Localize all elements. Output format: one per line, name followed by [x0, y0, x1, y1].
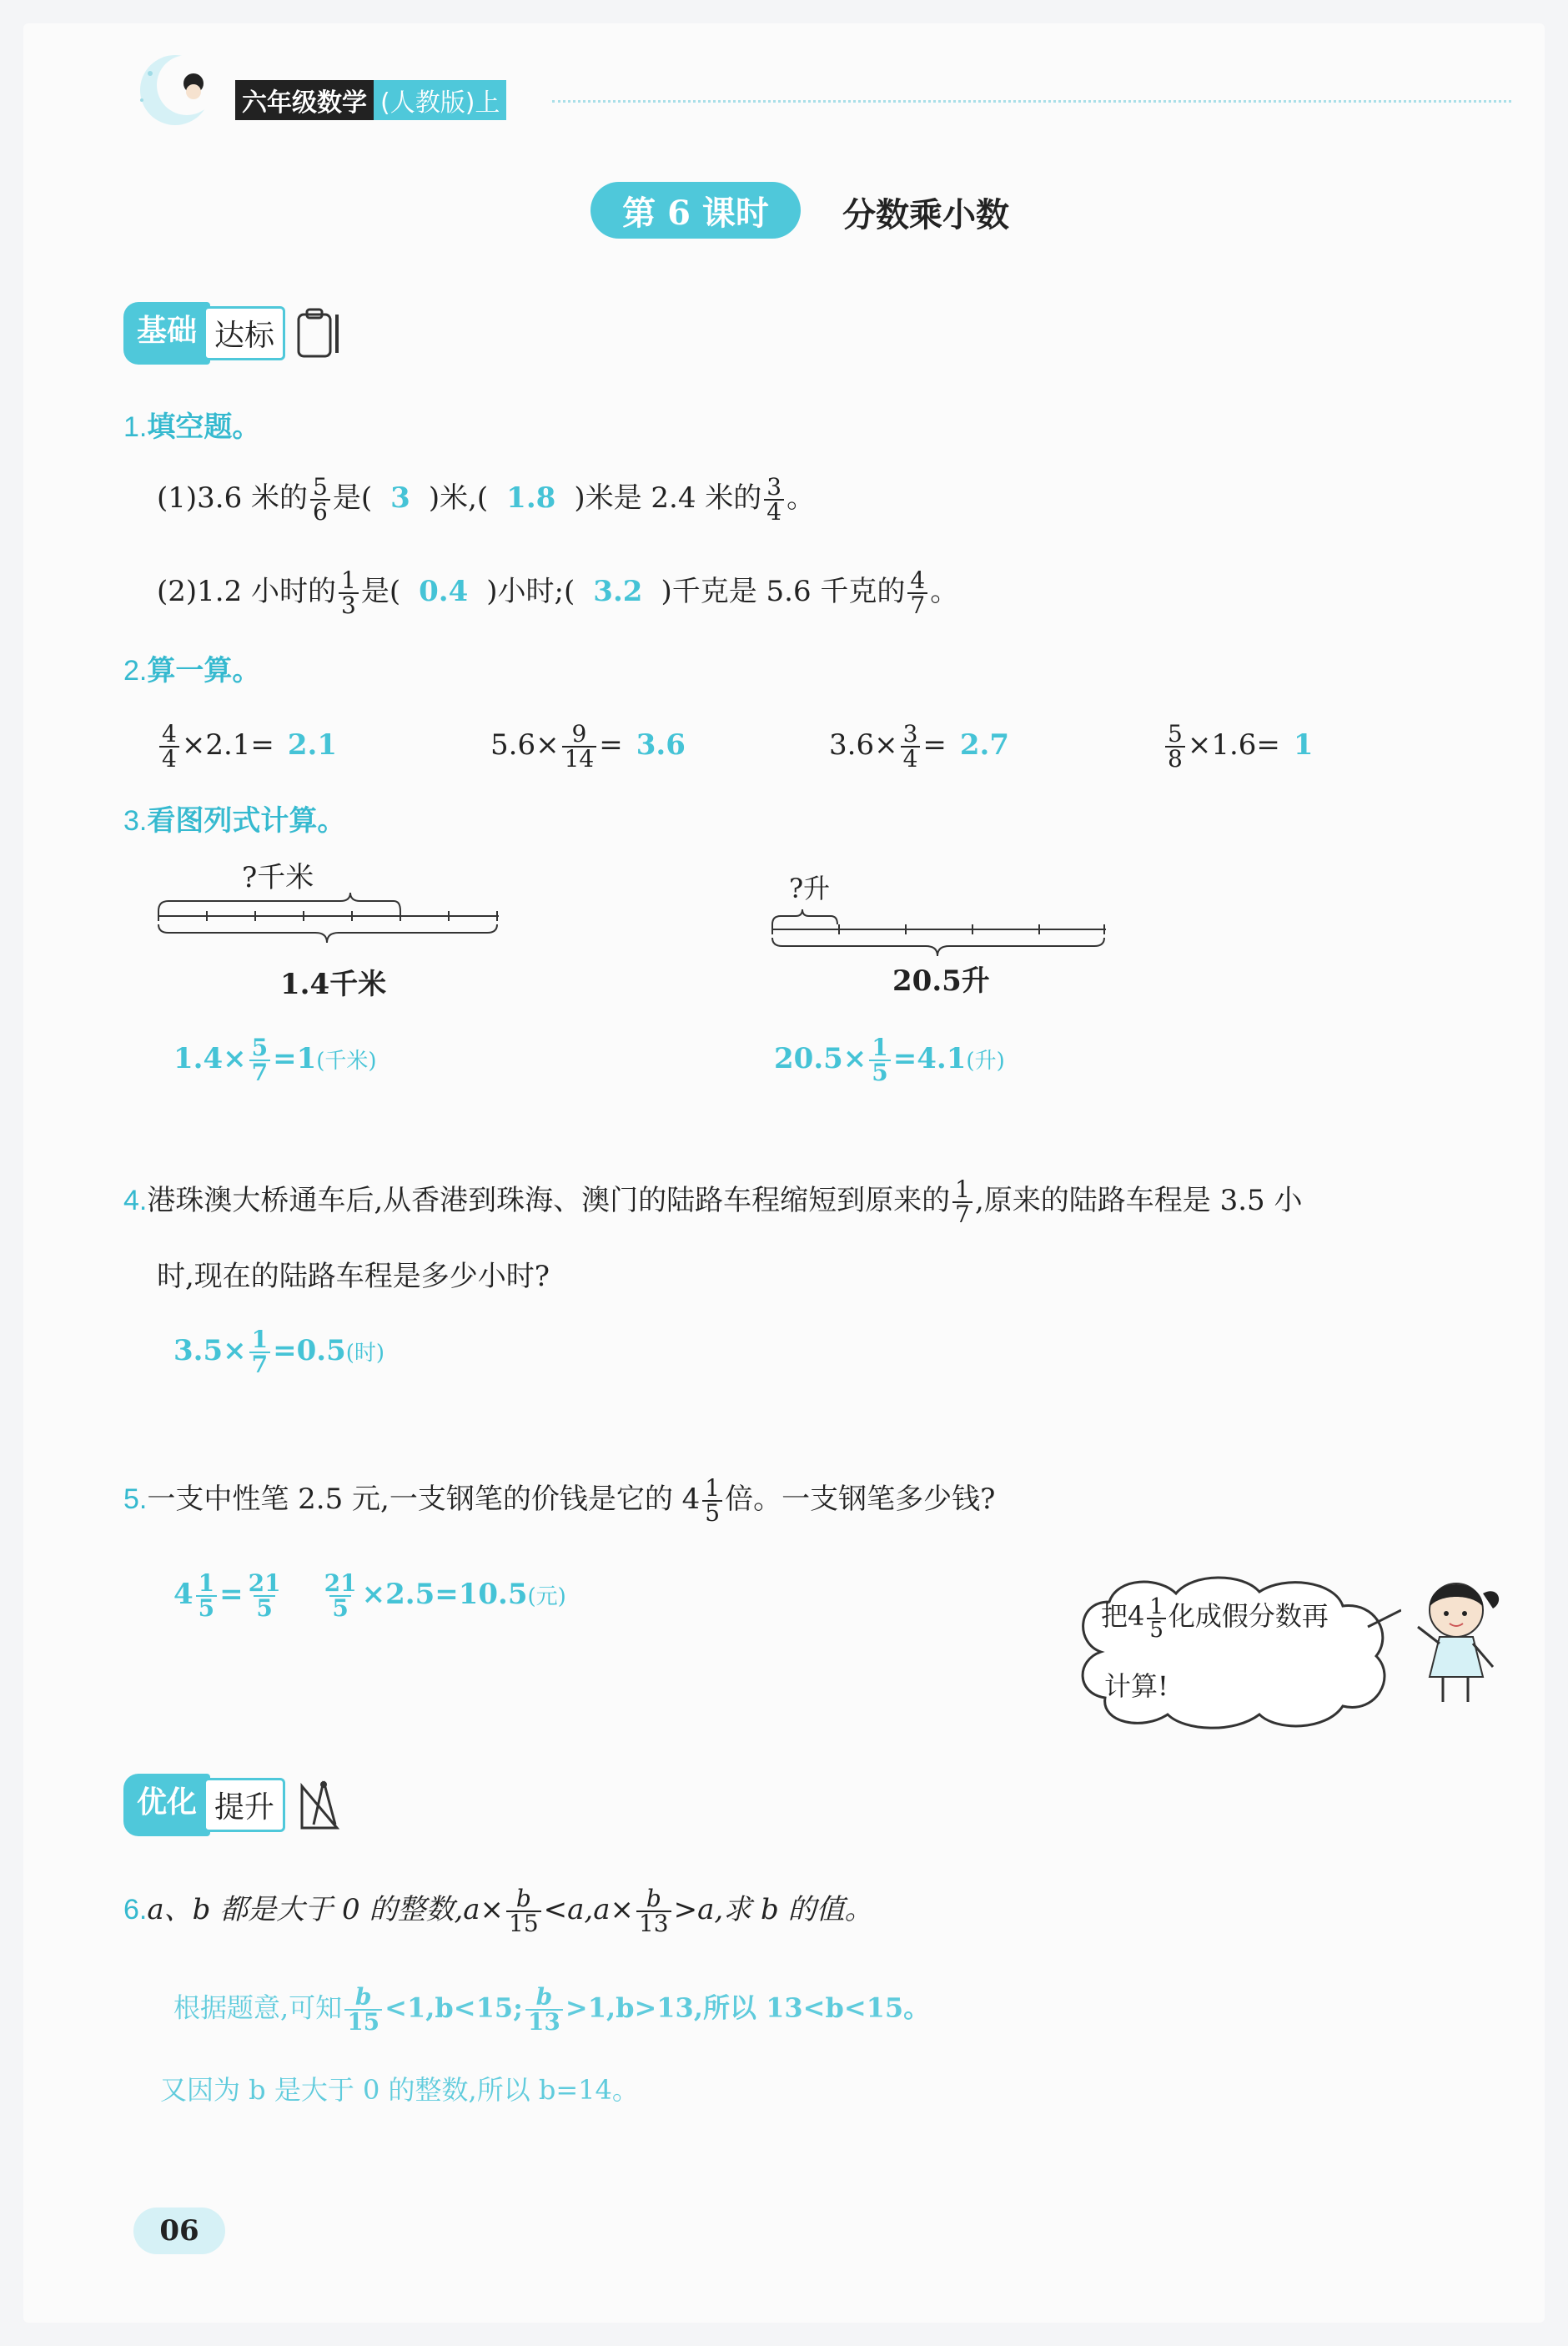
book-edition: (人教版)上: [374, 80, 506, 120]
lesson-label: 第 6 课时: [591, 182, 801, 239]
q2-item-2: 5.6× $\frac{9}{14}$ = 3.6: [490, 720, 686, 773]
fraction: $\frac{3}{4}$: [901, 722, 921, 771]
answer: 2.7: [959, 728, 1010, 762]
fraction: $\frac{9}{14}$: [562, 722, 597, 771]
q2-heading: 2.算一算。: [123, 654, 261, 687]
q2-item-1: $\frac{4}{4}$ ×2.1= 2.1: [157, 722, 337, 771]
fraction: $\frac{1}{5}$: [196, 1572, 217, 1620]
fraction: $\frac{4}{4}$: [159, 722, 179, 771]
q3-left-segment-diagram: [157, 888, 507, 954]
answer: 1.8: [506, 481, 556, 515]
q3-heading: 3.看图列式计算。: [123, 804, 346, 838]
answer: 3: [390, 481, 410, 515]
fraction: $\frac{3}{4}$: [764, 476, 784, 524]
book-title: 六年级数学: [235, 80, 374, 120]
header-dotted-rule: [552, 100, 1511, 103]
section-basic-badge: [123, 302, 345, 365]
fraction: $\frac{b}{15}$: [506, 1887, 541, 1936]
q3-left-bottom-label: 1.4千米: [280, 968, 387, 1001]
fraction: $\frac{1}{5}$: [702, 1477, 722, 1525]
q1-part2: (2)1.2 小时的 $\frac{1}{3}$ 是( 0.4 )小时;( 3.2 )千克是 5.6 千克的 $\frac{4}{7}$ 。: [157, 566, 959, 619]
q1-part1: (1)3.6 米的 $\frac{5}{6}$ 是( 3 )米,( 1.8 )米是 2.4 米的 $\frac{3}{4}$ 。: [157, 473, 816, 526]
fraction: $\frac{5}{7}$: [249, 1036, 270, 1085]
fraction: $\frac{1}{5}$: [1147, 1596, 1166, 1641]
fraction: $\frac{5}{8}$: [1165, 722, 1185, 771]
hint-text-line1: 把4 $\frac{1}{5}$ 化成假分数再: [1101, 1593, 1329, 1643]
section-improve-left: 优化: [123, 1774, 210, 1836]
page-number: 06: [159, 2214, 199, 2248]
section-improve-badge: [123, 1774, 347, 1836]
answer: 1: [1293, 728, 1314, 762]
fraction: $\frac{b}{15}$: [344, 1986, 382, 2034]
section-basic-right: 达标: [204, 306, 285, 360]
section-improve-right: 提升: [204, 1778, 285, 1832]
q3-right-bottom-label: 20.5升: [892, 964, 990, 998]
fraction: $\frac{b}{13}$: [636, 1887, 671, 1936]
q3-right-answer: 20.5× $\frac{1}{5}$ =4.1(升): [774, 1034, 1005, 1086]
q3-right-top-label: ?升: [789, 873, 831, 904]
hint-cloud: [1068, 1568, 1401, 1735]
q5-text: 5.一支中性笔 2.5 元,一支钢笔的价钱是它的 4 $\frac{1}{5}$ 倍。一支钢笔多少钱?: [123, 1474, 996, 1527]
girl-mascot-icon: [1406, 1568, 1515, 1710]
answer: 3.6: [636, 728, 686, 762]
fraction: $\frac{1}{7}$: [249, 1328, 270, 1377]
q1-heading: 1.填空题。: [123, 410, 261, 444]
page: [23, 23, 1545, 2323]
answer: 2.1: [287, 728, 338, 762]
q2-item-3: 3.6× $\frac{3}{4}$ = 2.7: [829, 720, 1010, 773]
section-basic-left: 基础: [123, 302, 210, 365]
fraction: $\frac{21}{5}$: [324, 1569, 357, 1622]
ruler-compass-icon: [295, 1778, 347, 1833]
fraction: $\frac{1}{5}$: [869, 1036, 890, 1085]
moon-mascot-icon: [117, 48, 234, 132]
clipboard-pencil-icon: [295, 306, 345, 361]
q4-text-line1: 4.港珠澳大桥通车后,从香港到珠海、澳门的陆路车程缩短到原来的 $\frac{1}{7}$ ,原来的陆路车程是 3.5 小: [123, 1176, 1303, 1228]
fraction: $\frac{1}{3}$: [339, 569, 359, 617]
fraction: $\frac{b}{13}$: [525, 1986, 563, 2034]
q5-answer: 4 $\frac{1}{5}$ = $\frac{21}{5}$ $\frac{21}{5}$ ×2.5=10.5(元): [173, 1569, 566, 1622]
q3-left-answer: 1.4× $\frac{5}{7}$ =1(千米): [173, 1034, 377, 1086]
fraction: $\frac{5}{6}$: [310, 476, 330, 524]
header-logo: [117, 48, 234, 132]
lesson-title: 分数乘小数: [842, 196, 1009, 234]
hint-text-line2: 计算!: [1104, 1670, 1168, 1702]
fraction: $\frac{4}{7}$: [907, 569, 927, 617]
fraction: $\frac{1}{7}$: [952, 1178, 972, 1226]
page-number-badge: [133, 2208, 225, 2254]
answer: 3.2: [593, 575, 643, 608]
answer: 0.4: [419, 575, 469, 608]
q3-left-top-label: ?千米: [242, 861, 314, 894]
q4-text-line2: 时,现在的陆路车程是多少小时?: [157, 1260, 550, 1293]
header-title-bar: [235, 82, 506, 118]
q6-answer-line1: 根据题意,可知 $\frac{b}{15}$ <1,b<15; $\frac{b}{13}$ >1,b>13,所以 13<b<15。: [173, 1983, 931, 2036]
q2-item-4: $\frac{5}{8}$ ×1.6= 1: [1163, 722, 1314, 771]
q6-text: 6.a、b 都是大于 0 的整数,a× $\frac{b}{15}$ <a,a× $\frac{b}{13}$ >a,求 b 的值。: [123, 1885, 873, 1937]
fraction: $\frac{21}{5}$: [248, 1569, 281, 1622]
q4-answer: 3.5× $\frac{1}{7}$ =0.5(时): [173, 1326, 385, 1378]
q6-answer-line2: 又因为 b 是大于 0 的整数,所以 b=14。: [160, 2074, 639, 2106]
